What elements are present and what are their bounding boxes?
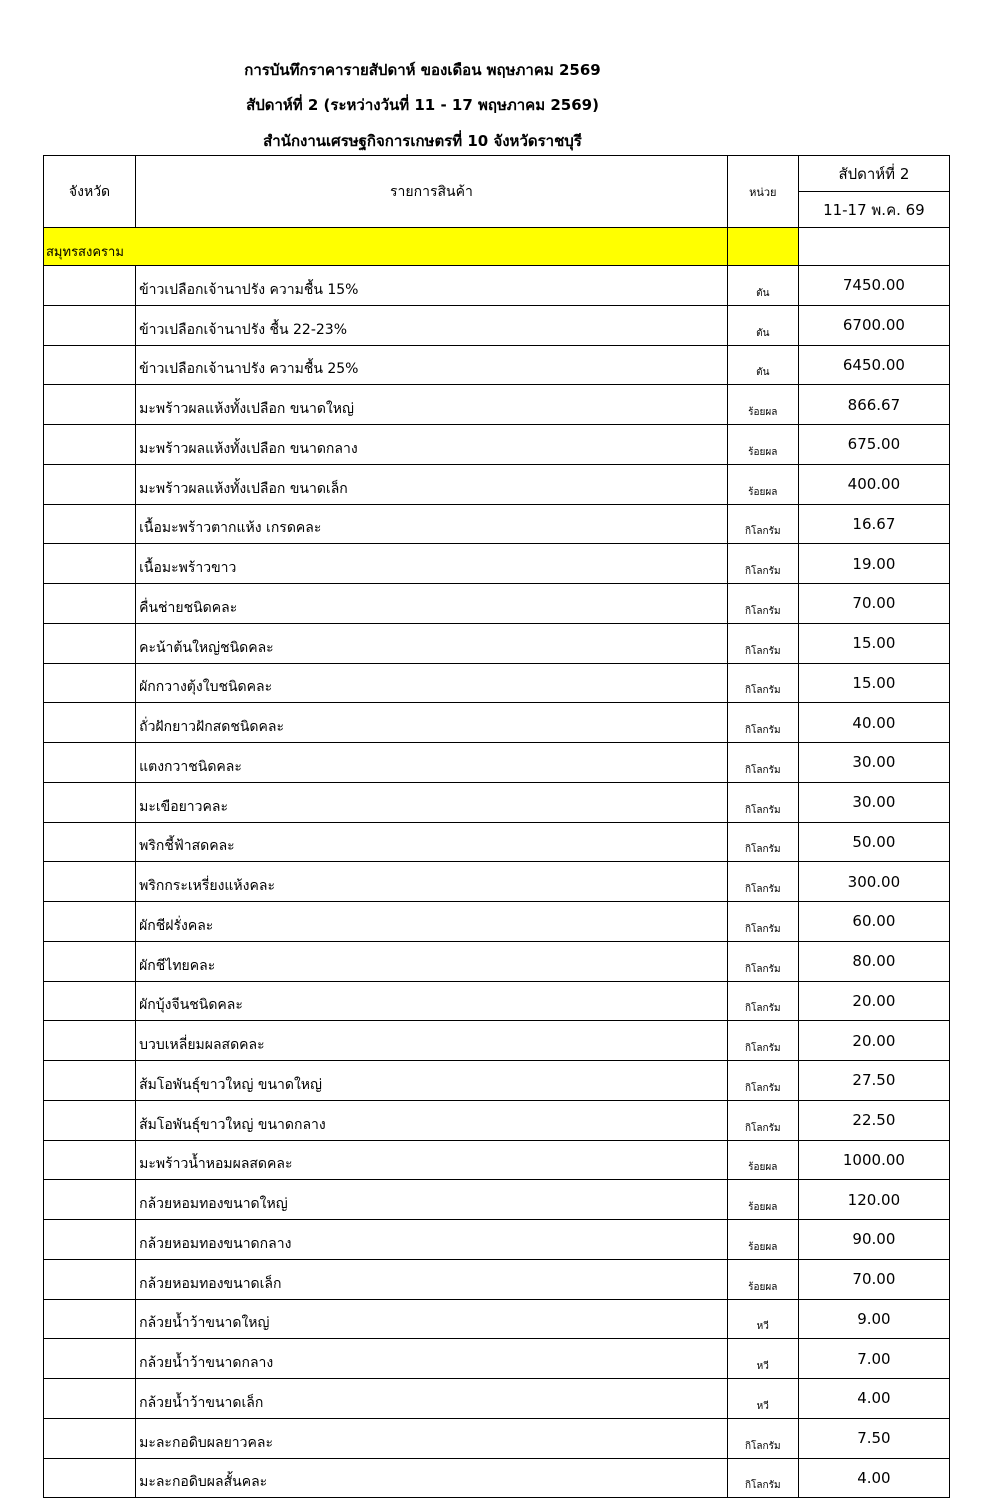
- table-row: [44, 1339, 950, 1379]
- price-value: 15.00: [798, 663, 949, 703]
- unit-cell: กิโลกรัม: [727, 623, 798, 663]
- table-row: [44, 544, 950, 584]
- province-cell: [44, 743, 136, 783]
- table-row: [44, 464, 950, 504]
- item-name: คะน้าต้นใหญ่ชนิดคละ: [136, 623, 728, 663]
- price-value: 300.00: [798, 862, 949, 902]
- item-name: กล้วยน้ำว้าขนาดใหญ่: [136, 1299, 728, 1339]
- item-name: กล้วยน้ำว้าขนาดเล็ก: [136, 1379, 728, 1419]
- price-value: 16.67: [798, 504, 949, 544]
- unit-cell: กิโลกรัม: [727, 1418, 798, 1458]
- table-row: [44, 1299, 950, 1339]
- province-cell: [44, 1220, 136, 1260]
- table-row: [44, 305, 950, 345]
- table-row: [44, 703, 950, 743]
- unit-cell: กิโลกรัม: [727, 981, 798, 1021]
- unit-cell: ร้อยผล: [727, 1140, 798, 1180]
- item-name: บวบเหลี่ยมผลสดคละ: [136, 1021, 728, 1061]
- item-name: มะเขือยาวคละ: [136, 782, 728, 822]
- section-unit-cell: [727, 228, 798, 266]
- item-name: เนื้อมะพร้าวตากแห้ง เกรดคละ: [136, 504, 728, 544]
- price-value: 9.00: [798, 1299, 949, 1339]
- item-name: คื่นช่ายชนิดคละ: [136, 584, 728, 624]
- header-unit: หน่วย: [727, 156, 798, 228]
- table-row: [44, 1140, 950, 1180]
- unit-cell: กิโลกรัม: [727, 1021, 798, 1061]
- province-cell: [44, 584, 136, 624]
- price-value: 60.00: [798, 902, 949, 942]
- table-row: [44, 1180, 950, 1220]
- item-name: มะละกอดิบผลยาวคละ: [136, 1418, 728, 1458]
- province-cell: [44, 1180, 136, 1220]
- unit-cell: ร้อยผล: [727, 1180, 798, 1220]
- unit-cell: กิโลกรัม: [727, 782, 798, 822]
- item-name: เนื้อมะพร้าวขาว: [136, 544, 728, 584]
- unit-cell: กิโลกรัม: [727, 584, 798, 624]
- item-name: มะพร้าวน้ำหอมผลสดคละ: [136, 1140, 728, 1180]
- province-cell: [44, 703, 136, 743]
- price-value: 15.00: [798, 623, 949, 663]
- unit-cell: กิโลกรัม: [727, 663, 798, 703]
- unit-cell: หวี: [727, 1379, 798, 1419]
- province-cell: [44, 504, 136, 544]
- table-row: [44, 623, 950, 663]
- item-name: มะละกอดิบผลสั้นคละ: [136, 1458, 728, 1498]
- province-cell: [44, 623, 136, 663]
- item-name: ถั่วฝักยาวฝักสดชนิดคละ: [136, 703, 728, 743]
- report-office: สำนักงานเศรษฐกิจการเกษตรที่ 10 จังหวัดราชบุรี: [263, 132, 582, 150]
- province-cell: [44, 1061, 136, 1101]
- unit-cell: กิโลกรัม: [727, 862, 798, 902]
- section-name: สมุทรสงคราม: [44, 228, 728, 266]
- table-row: [44, 822, 950, 862]
- table-row: [44, 1100, 950, 1140]
- unit-cell: กิโลกรัม: [727, 1458, 798, 1498]
- table-row: [44, 584, 950, 624]
- item-name: กล้วยน้ำว้าขนาดกลาง: [136, 1339, 728, 1379]
- price-value: 40.00: [798, 703, 949, 743]
- table-row: [44, 345, 950, 385]
- province-cell: [44, 1379, 136, 1419]
- item-name: กล้วยหอมทองขนาดใหญ่: [136, 1180, 728, 1220]
- unit-cell: ตัน: [727, 266, 798, 306]
- table-row: [44, 1259, 950, 1299]
- table-row: [44, 1220, 950, 1260]
- unit-cell: กิโลกรัม: [727, 544, 798, 584]
- item-name: ส้มโอพันธุ์ขาวใหญ่ ขนาดกลาง: [136, 1100, 728, 1140]
- price-value: 7450.00: [798, 266, 949, 306]
- province-cell: [44, 385, 136, 425]
- report-title: การบันทึกราคารายสัปดาห์ ของเดือน พฤษภาคม 2569: [244, 61, 601, 79]
- price-value: 70.00: [798, 1259, 949, 1299]
- unit-cell: ตัน: [727, 345, 798, 385]
- table-row: [44, 266, 950, 306]
- item-name: พริกกระเหรี่ยงแห้งคละ: [136, 862, 728, 902]
- item-name: กล้วยหอมทองขนาดเล็ก: [136, 1259, 728, 1299]
- table-row: [44, 425, 950, 465]
- price-value: 20.00: [798, 981, 949, 1021]
- price-value: 675.00: [798, 425, 949, 465]
- price-value: 50.00: [798, 822, 949, 862]
- province-cell: [44, 981, 136, 1021]
- item-name: มะพร้าวผลแห้งทั้งเปลือก ขนาดใหญ่: [136, 385, 728, 425]
- unit-cell: ตัน: [727, 305, 798, 345]
- header-week: สัปดาห์ที่ 2: [798, 156, 949, 192]
- header-item: รายการสินค้า: [136, 156, 728, 228]
- price-value: 30.00: [798, 743, 949, 783]
- unit-cell: กิโลกรัม: [727, 703, 798, 743]
- item-name: มะพร้าวผลแห้งทั้งเปลือก ขนาดกลาง: [136, 425, 728, 465]
- unit-cell: หวี: [727, 1339, 798, 1379]
- province-cell: [44, 1299, 136, 1339]
- price-value: 30.00: [798, 782, 949, 822]
- province-cell: [44, 822, 136, 862]
- province-cell: [44, 464, 136, 504]
- province-cell: [44, 1259, 136, 1299]
- item-name: ผักชีไทยคละ: [136, 941, 728, 981]
- item-name: กล้วยหอมทองขนาดกลาง: [136, 1220, 728, 1260]
- unit-cell: ร้อยผล: [727, 1220, 798, 1260]
- province-cell: [44, 1458, 136, 1498]
- item-name: ผักกวางตุ้งใบชนิดคละ: [136, 663, 728, 703]
- section-value-cell: [798, 228, 949, 266]
- price-value: 7.00: [798, 1339, 949, 1379]
- province-cell: [44, 1418, 136, 1458]
- header-date-range: 11-17 พ.ค. 69: [798, 192, 949, 228]
- province-cell: [44, 862, 136, 902]
- price-value: 120.00: [798, 1180, 949, 1220]
- unit-cell: กิโลกรัม: [727, 902, 798, 942]
- table-row: [44, 862, 950, 902]
- table-row: [44, 1021, 950, 1061]
- province-cell: [44, 305, 136, 345]
- province-cell: [44, 266, 136, 306]
- item-name: ข้าวเปลือกเจ้านาปรัง ความชื้น 25%: [136, 345, 728, 385]
- table-row: [44, 1379, 950, 1419]
- price-table: [43, 155, 950, 1498]
- table-row: [44, 1458, 950, 1498]
- province-cell: [44, 1021, 136, 1061]
- price-value: 400.00: [798, 464, 949, 504]
- table-row: [44, 663, 950, 703]
- item-name: ส้มโอพันธุ์ขาวใหญ่ ขนาดใหญ่: [136, 1061, 728, 1101]
- price-value: 90.00: [798, 1220, 949, 1260]
- unit-cell: ร้อยผล: [727, 385, 798, 425]
- table-row: [44, 782, 950, 822]
- unit-cell: กิโลกรัม: [727, 941, 798, 981]
- province-cell: [44, 663, 136, 703]
- item-name: แตงกวาชนิดคละ: [136, 743, 728, 783]
- price-value: 4.00: [798, 1458, 949, 1498]
- unit-cell: กิโลกรัม: [727, 743, 798, 783]
- price-value: 1000.00: [798, 1140, 949, 1180]
- report-week-range: สัปดาห์ที่ 2 (ระหว่างวันที่ 11 - 17 พฤษภาคม 2569): [246, 96, 599, 114]
- unit-cell: กิโลกรัม: [727, 504, 798, 544]
- item-name: ผักชีฝรั่งคละ: [136, 902, 728, 942]
- table-row: [44, 902, 950, 942]
- province-cell: [44, 345, 136, 385]
- province-cell: [44, 941, 136, 981]
- item-name: ผักบุ้งจีนชนิดคละ: [136, 981, 728, 1021]
- table-row: [44, 941, 950, 981]
- price-value: 866.67: [798, 385, 949, 425]
- province-cell: [44, 544, 136, 584]
- price-value: 6450.00: [798, 345, 949, 385]
- table-row: [44, 385, 950, 425]
- price-value: 6700.00: [798, 305, 949, 345]
- item-name: ข้าวเปลือกเจ้านาปรัง ความชื้น 15%: [136, 266, 728, 306]
- unit-cell: ร้อยผล: [727, 1259, 798, 1299]
- price-value: 27.50: [798, 1061, 949, 1101]
- price-value: 70.00: [798, 584, 949, 624]
- table-row: [44, 504, 950, 544]
- unit-cell: กิโลกรัม: [727, 822, 798, 862]
- province-cell: [44, 425, 136, 465]
- price-value: 22.50: [798, 1100, 949, 1140]
- unit-cell: หวี: [727, 1299, 798, 1339]
- unit-cell: กิโลกรัม: [727, 1061, 798, 1101]
- province-cell: [44, 902, 136, 942]
- province-cell: [44, 1100, 136, 1140]
- item-name: ข้าวเปลือกเจ้านาปรัง ชื้น 22-23%: [136, 305, 728, 345]
- province-cell: [44, 782, 136, 822]
- price-value: 7.50: [798, 1418, 949, 1458]
- price-value: 80.00: [798, 941, 949, 981]
- table-row: [44, 1418, 950, 1458]
- table-row: [44, 981, 950, 1021]
- price-value: 19.00: [798, 544, 949, 584]
- table-row: [44, 743, 950, 783]
- section-row: [44, 228, 950, 266]
- item-name: มะพร้าวผลแห้งทั้งเปลือก ขนาดเล็ก: [136, 464, 728, 504]
- unit-cell: กิโลกรัม: [727, 1100, 798, 1140]
- province-cell: [44, 1339, 136, 1379]
- header-province: จังหวัด: [44, 156, 136, 228]
- unit-cell: ร้อยผล: [727, 464, 798, 504]
- price-value: 4.00: [798, 1379, 949, 1419]
- price-value: 20.00: [798, 1021, 949, 1061]
- unit-cell: ร้อยผล: [727, 425, 798, 465]
- province-cell: [44, 1140, 136, 1180]
- table-row: [44, 1061, 950, 1101]
- item-name: พริกชี้ฟ้าสดคละ: [136, 822, 728, 862]
